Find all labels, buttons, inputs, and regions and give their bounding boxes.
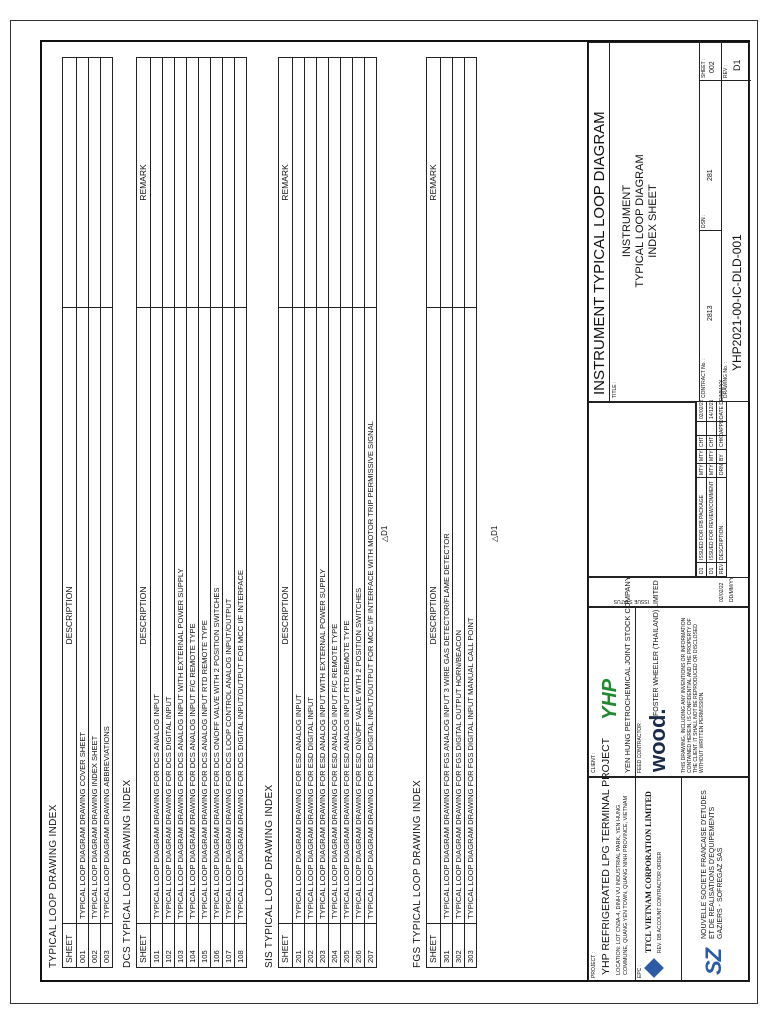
revision-app-cell: CHT xyxy=(707,436,717,450)
typical-index-title: TYPICAL LOOP DRAWING INDEX xyxy=(48,804,59,968)
table-row xyxy=(365,58,377,968)
table-header-row xyxy=(137,58,151,968)
sheet-cell: 205 xyxy=(341,924,353,968)
description-cell: TYPICAL LOOP DIAGRAM DRAWING FOR FGS ANALOG INPUT 3 WIRE GAS DETECTOR/FLAME DETECTOR xyxy=(441,308,453,924)
project-name: YHP REFRIGERATED LPG TERMINAL PROJECT xyxy=(600,737,612,975)
sheet-cell: 102 xyxy=(163,924,175,968)
table-row xyxy=(77,58,89,968)
sofregaz-company-name: NOUVELLE SOCIETE FRANCAISE D'ETUDES ET DE REALISATIONS D'EQUIPEMENTS GAZIERS - SOFREGAZ SAS xyxy=(701,790,724,939)
table-row xyxy=(353,58,365,968)
remark-cell xyxy=(365,58,377,308)
dsn-label: DSN : xyxy=(701,214,707,228)
sheet-cell: 108 xyxy=(235,924,247,968)
divider xyxy=(699,230,721,231)
divider xyxy=(635,776,636,981)
revision-rows xyxy=(697,379,727,577)
remark-column-header xyxy=(63,58,77,308)
revision-table xyxy=(696,379,727,577)
landscape-drawing xyxy=(42,42,750,982)
remark-column-header: REMARK xyxy=(137,58,151,308)
project-label: PROJECT : xyxy=(591,951,597,978)
sheet-cell: 101 xyxy=(151,924,163,968)
remark-cell xyxy=(353,58,365,308)
revision-issue-cell xyxy=(707,422,717,436)
table-row xyxy=(329,58,341,968)
description-cell: TYPICAL LOOP DIAGRAM DRAWING ABBREVIATIONS xyxy=(101,308,113,924)
revision-date-cell: 14/12/21 xyxy=(707,402,717,422)
revision-row xyxy=(697,402,707,577)
remark-cell xyxy=(89,58,101,308)
fgs-index-table xyxy=(426,57,477,968)
revision-desc-cell: DESCRIPTION xyxy=(717,478,727,563)
table-row xyxy=(341,58,353,968)
revision-app-cell: CHT xyxy=(697,436,707,450)
revision-triangle-mark: △D1 xyxy=(490,525,499,542)
remark-cell xyxy=(77,58,89,308)
description-column-header: DESCRIPTION xyxy=(427,308,441,924)
sofregaz-logo: SZ xyxy=(701,948,726,975)
revision-drn-cell: MTY xyxy=(707,464,717,478)
drawing-number: YHP2021-00-IC-DLD-001 xyxy=(730,234,744,371)
sheet-cell: 201 xyxy=(293,924,305,968)
fgs-index-title: FGS TYPICAL LOOP DRAWING INDEX xyxy=(412,780,423,968)
table-header-row xyxy=(427,58,441,968)
rev-label: REV : xyxy=(723,64,729,78)
sheet-cell: 104 xyxy=(187,924,199,968)
revision-row xyxy=(717,402,727,577)
sheet-cell: 204 xyxy=(329,924,341,968)
remark-cell xyxy=(465,58,477,308)
sheet-cell: 001 xyxy=(77,924,89,968)
description-cell: TYPICAL LOOP DIAGRAM DRAWING FOR FGS DIGITAL OUTPUT HORN/BEACON xyxy=(453,308,465,924)
divider xyxy=(635,606,636,776)
title-line-2: TYPICAL LOOP DIAGRAM xyxy=(634,154,646,288)
description-cell: TYPICAL LOOP DIAGRAM DRAWING FOR ESD ANALOG INPUT xyxy=(293,308,305,924)
divider xyxy=(721,41,722,401)
remark-cell xyxy=(211,58,223,308)
table-row xyxy=(187,58,199,968)
remark-cell xyxy=(187,58,199,308)
table-row xyxy=(89,58,101,968)
title-line-3: INDEX SHEET xyxy=(647,184,659,258)
sheet-column-header: SHEET xyxy=(63,924,77,968)
description-cell: TYPICAL LOOP DIAGRAM DRAWING FOR ESD ON/OFF VALVE WITH 2 POSITION SWITCHES xyxy=(353,308,365,924)
remark-cell xyxy=(235,58,247,308)
drawing-main-title: INSTRUMENT TYPICAL LOOP DIAGRAM xyxy=(591,111,608,395)
revision-desc-cell: ISSUED FOR REVIEW/COMMENT xyxy=(707,478,717,563)
fgs-index-rows xyxy=(441,58,477,968)
divider xyxy=(681,776,682,981)
remark-cell xyxy=(151,58,163,308)
divider xyxy=(699,80,751,81)
remark-cell xyxy=(293,58,305,308)
drawing-frame xyxy=(40,40,750,982)
description-cell: TYPICAL LOOP DIAGRAM DRAWING FOR FGS DIGITAL INPUT MANUAL CALL POINT xyxy=(465,308,477,924)
dcs-index-title: DCS TYPICAL LOOP DRAWING INDEX xyxy=(122,779,133,968)
sheet-cell: 207 xyxy=(365,924,377,968)
table-row xyxy=(175,58,187,968)
description-cell: TYPICAL LOOP DIAGRAM DRAWING COVER SHEET xyxy=(77,308,89,924)
table-row xyxy=(211,58,223,968)
table-row xyxy=(441,58,453,968)
description-cell: TYPICAL LOOP DIAGRAM DRAWING FOR DCS DIGITAL INPUT xyxy=(163,308,175,924)
description-cell: TYPICAL LOOP DIAGRAM DRAWING FOR DCS ANALOG INPUT F/C REMOTE TYPE xyxy=(187,308,199,924)
yhp-logo: YHP xyxy=(599,678,621,720)
sheet-cell: 302 xyxy=(453,924,465,968)
revision-drn-cell: MTY xyxy=(697,464,707,478)
revision-issue-cell: APPD xyxy=(717,422,727,436)
sheet-cell: 103 xyxy=(175,924,187,968)
sheet-cell: 003 xyxy=(101,924,113,968)
title-line-1: INSTRUMENT xyxy=(621,184,633,258)
revision-rev-cell: REV xyxy=(717,563,727,577)
revision-number: D1 xyxy=(732,59,742,71)
sheet-cell: 105 xyxy=(199,924,211,968)
description-cell: TYPICAL LOOP DIAGRAM DRAWING FOR DCS ANALOG INPUT RTD REMOTE TYPE xyxy=(199,308,211,924)
table-row xyxy=(305,58,317,968)
issue-status-label: ISSUE STATUS xyxy=(613,598,649,604)
sis-index-table xyxy=(278,57,377,968)
description-column-header: DESCRIPTION xyxy=(137,308,151,924)
table-row xyxy=(465,58,477,968)
remark-cell xyxy=(453,58,465,308)
revision-mark-label: D1 xyxy=(380,525,389,536)
sheet-cell: 303 xyxy=(465,924,477,968)
sheet-cell: 002 xyxy=(89,924,101,968)
remark-cell xyxy=(317,58,329,308)
revision-chk-cell: MTY xyxy=(707,450,717,464)
revision-chk-cell: BY xyxy=(717,450,727,464)
typical-index-table xyxy=(62,57,113,968)
remark-cell xyxy=(341,58,353,308)
table-row xyxy=(235,58,247,968)
table-row xyxy=(317,58,329,968)
table-row xyxy=(453,58,465,968)
revision-app-cell: CHKD xyxy=(717,436,727,450)
remark-cell xyxy=(441,58,453,308)
description-cell: TYPICAL LOOP DIAGRAM DRAWING FOR DCS ANALOG INPUT WITH EXTERNAL POWER SUPPLY xyxy=(175,308,187,924)
description-cell: TYPICAL LOOP DIAGRAM DRAWING FOR ESD ANALOG INPUT F/C REMOTE TYPE xyxy=(329,308,341,924)
table-row xyxy=(151,58,163,968)
sheet-column-header: SHEET xyxy=(279,924,293,968)
title-label: TITLE : xyxy=(612,381,618,398)
remark-cell xyxy=(101,58,113,308)
dcs-index-rows xyxy=(151,58,247,968)
revision-date-cell: DATE DD/MM/YY xyxy=(717,402,727,422)
revision-blank-area xyxy=(588,402,696,577)
description-cell: TYPICAL LOOP DIAGRAM DRAWING FOR DCS ANALOG INPUT xyxy=(151,308,163,924)
remark-cell xyxy=(223,58,235,308)
dsn-number: 281 xyxy=(707,169,714,181)
sis-index-title: SIS TYPICAL LOOP DRAWING INDEX xyxy=(264,784,275,968)
confidentiality-notice: THIS DRAWING, INCLUDING ANY INVENTIONS OR INFORMATION CONTAINED HEREIN, IS CONFIDENTIAL AND THE PROPERTY OF THE CLIENT. IT SHALL NOT BE REPRODUCED OR DISCLOSED WITHOUT WRITTEN PERMISSION. xyxy=(681,617,705,773)
table-row xyxy=(293,58,305,968)
revision-desc-cell: ISSUED FOR IFB PACKAGE xyxy=(697,478,707,563)
sheet-cell: 107 xyxy=(223,924,235,968)
client-label: CLIENT : xyxy=(591,752,597,773)
remark-cell xyxy=(329,58,341,308)
description-column-header: DESCRIPTION xyxy=(279,308,293,924)
table-row xyxy=(223,58,235,968)
description-cell: TYPICAL LOOP DIAGRAM DRAWING FOR ESD DIGITAL INPUT xyxy=(305,308,317,924)
revision-date-cell: 02/02/22 xyxy=(697,402,707,422)
description-cell: TYPICAL LOOP DIAGRAM DRAWING FOR DCS LOOP CONTROL ANALOG INPUT/OUTPUT xyxy=(223,308,235,924)
description-cell: TYPICAL LOOP DIAGRAM DRAWING FOR ESD DIGITAL INPUT/OUTPUT FOR MCC I/F INTERFACE WITH MOTOR TRIP PERMISSIVE SIGNAL xyxy=(365,308,377,924)
issue-date-format: DD/MM/YY xyxy=(729,577,735,602)
table-row xyxy=(101,58,113,968)
table-row xyxy=(199,58,211,968)
remark-cell xyxy=(163,58,175,308)
revision-rev-cell: D1 xyxy=(707,563,717,577)
contract-number: 2813 xyxy=(707,305,714,321)
title-block xyxy=(588,42,750,982)
feed-contractor-label: FEED CONTRACTOR : xyxy=(637,720,643,773)
table-row xyxy=(163,58,175,968)
dcs-index-table xyxy=(136,57,247,968)
revision-triangle-mark: △D1 xyxy=(380,525,389,542)
ttcl-logo-icon xyxy=(644,958,664,978)
remark-column-header: REMARK xyxy=(279,58,293,308)
ttcl-company-name: TTCL VIETNAM CORPORATION LIMITED xyxy=(644,791,653,953)
revision-drn-cell: DRN xyxy=(717,464,727,478)
contract-label: CONTRACT No. : xyxy=(701,358,707,398)
wood-logo: wood. xyxy=(645,708,670,772)
description-cell: TYPICAL LOOP DIAGRAM DRAWING FOR DCS DIGITAL INPUT/OUTPUT FOR MCC I/F INTERFACE xyxy=(235,308,247,924)
sheet-cell: 203 xyxy=(317,924,329,968)
table-header-row xyxy=(279,58,293,968)
sheet-label: SHEET : xyxy=(701,58,707,78)
revision-issue-cell xyxy=(697,422,707,436)
divider xyxy=(699,41,700,401)
description-cell: TYPICAL LOOP DIAGRAM DRAWING FOR ESD ANALOG INPUT RTD REMOTE TYPE xyxy=(341,308,353,924)
loop-drawing-index xyxy=(42,42,588,982)
remark-cell xyxy=(175,58,187,308)
remark-cell xyxy=(199,58,211,308)
typical-index-rows xyxy=(77,58,113,968)
issue-status-panel xyxy=(588,577,750,607)
issue-date: 02/02/22 xyxy=(719,582,725,602)
client-name: YEN HUNG PETROCHEMICAL JOINT STOCK COMPANY xyxy=(623,576,632,773)
remark-cell xyxy=(305,58,317,308)
sheet-column-header: SHEET xyxy=(137,924,151,968)
divider xyxy=(609,41,610,401)
feed-contractor-name: FOSTER WHEELER (THAILAND) LIMITED xyxy=(653,580,660,716)
table-header-row xyxy=(63,58,77,968)
description-cell: TYPICAL LOOP DIAGRAM DRAWING INDEX SHEET xyxy=(89,308,101,924)
description-cell: TYPICAL LOOP DIAGRAM DRAWING FOR ESD ANALOG INPUT WITH EXTERNAL POWER SUPPLY xyxy=(317,308,329,924)
sheet-column-header: SHEET xyxy=(427,924,441,968)
revision-rev-cell: D1 xyxy=(697,563,707,577)
revision-chk-cell: MTY xyxy=(697,450,707,464)
revision-row xyxy=(707,402,717,577)
description-cell: TYPICAL LOOP DIAGRAM DRAWING FOR DCS ON/OFF VALVE WITH 2 POSITION SWITCHES xyxy=(211,308,223,924)
title-panel xyxy=(588,42,750,402)
revision-mark-label: D1 xyxy=(490,525,499,536)
sis-index-rows xyxy=(293,58,377,968)
epc-label: EPC : xyxy=(637,964,643,978)
sheet-cell: 206 xyxy=(353,924,365,968)
sheet-cell: 301 xyxy=(441,924,453,968)
sheet-cell: 202 xyxy=(305,924,317,968)
project-location: LOCATION: LOT CN3A-4, DINH VU INDUSTRIAL PARK, YEN HUNG COMMUNE, QUANG YEN TOWN, QUANG NINH PROVINCE, VIETNAM xyxy=(616,795,629,975)
ttcl-codes: REV. DB ACCOUNT CONTRACTOR ORDER xyxy=(657,851,663,953)
drawing-number-label: DRAWING No. : xyxy=(723,362,729,398)
sheet-number: 002 xyxy=(709,61,716,73)
remark-column-header: REMARK xyxy=(427,58,441,308)
sheet-cell: 106 xyxy=(211,924,223,968)
description-column-header: DESCRIPTION xyxy=(63,308,77,924)
